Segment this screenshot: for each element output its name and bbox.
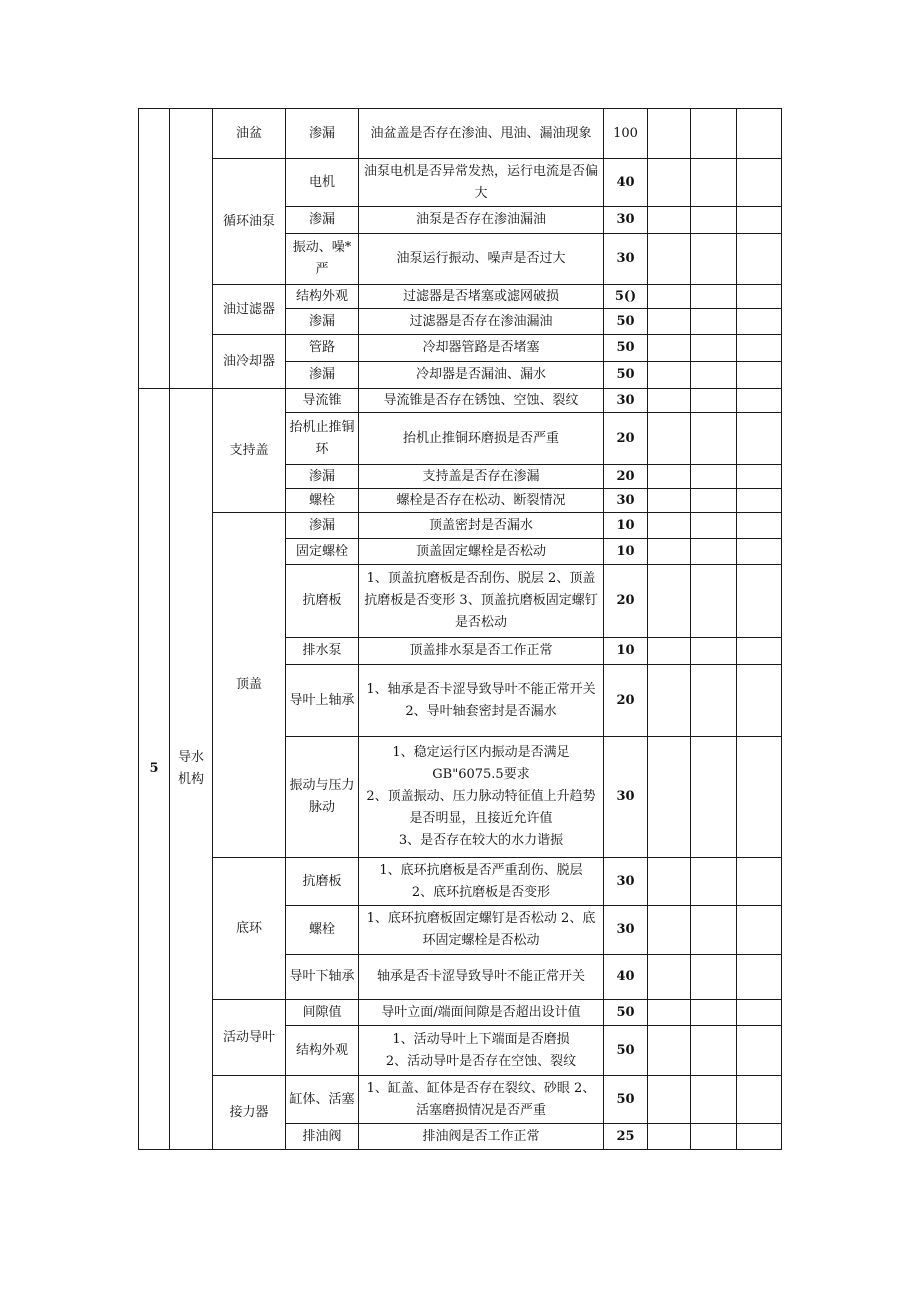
inspection-content-line: 1、稳定运行区内振动是否满足GB"6075.5要求 xyxy=(392,745,570,782)
blank-cell xyxy=(737,489,782,513)
inspection-content-cell xyxy=(359,465,604,489)
part-cell: 渗漏 xyxy=(286,309,359,335)
part-cell: 缸体、活塞 xyxy=(286,1076,359,1124)
score-cell: 10 xyxy=(604,638,648,665)
blank-cell xyxy=(691,665,737,737)
blank-cell xyxy=(737,955,782,1000)
component-name-cell: 底环 xyxy=(213,858,286,1000)
blank-cell xyxy=(691,413,737,465)
blank-cell xyxy=(648,207,691,234)
table-row xyxy=(139,1000,782,1026)
inspection-content-line: 1、轴承是否卡涩导致导叶不能正常开关 xyxy=(366,681,596,697)
table-row xyxy=(139,159,782,207)
score-cell: 30 xyxy=(604,489,648,513)
score-cell: 10 xyxy=(604,513,648,539)
blank-cell xyxy=(648,1076,691,1124)
inspection-content-cell xyxy=(359,565,604,638)
component-name-cell: 油冷却器 xyxy=(213,335,286,389)
inspection-content-cell xyxy=(359,737,604,858)
score-cell: 20 xyxy=(604,565,648,638)
part-cell: 螺栓 xyxy=(286,906,359,955)
blank-cell xyxy=(648,665,691,737)
inspection-content-line: 顶盖密封是否漏水 xyxy=(428,517,533,533)
inspection-content-line: 油泵电机是否异常发热，运行电流是否偏大 xyxy=(363,163,598,201)
inspection-content-cell xyxy=(359,413,604,465)
score-cell: 30 xyxy=(604,389,648,413)
score-cell: 50 xyxy=(604,335,648,362)
blank-cell xyxy=(691,159,737,207)
blank-cell xyxy=(648,1000,691,1026)
part-cell: 螺栓 xyxy=(286,489,359,513)
blank-cell xyxy=(691,1026,737,1076)
blank-cell xyxy=(648,465,691,489)
blank-cell xyxy=(691,638,737,665)
blank-cell xyxy=(737,389,782,413)
group-index-cell xyxy=(139,109,170,389)
inspection-content-line: 2、活动导叶是否存在空蚀、裂纹 xyxy=(385,1053,577,1069)
blank-cell xyxy=(737,285,782,309)
inspection-content-line: 支持盖是否存在渗漏 xyxy=(422,468,540,484)
part-cell: 渗漏 xyxy=(286,465,359,489)
inspection-content-cell xyxy=(359,207,604,234)
score-cell: 50 xyxy=(604,309,648,335)
inspection-content-line: 冷却器管路是否堵塞 xyxy=(422,340,540,355)
inspection-content-line: 1、活动导叶上下端面是否磨损 xyxy=(392,1031,570,1047)
part-cell: 振动与压力脉动 xyxy=(286,737,359,858)
blank-cell xyxy=(648,513,691,539)
score-cell: 20 xyxy=(604,465,648,489)
inspection-content-cell xyxy=(359,159,604,207)
blank-cell xyxy=(737,309,782,335)
blank-cell xyxy=(648,335,691,362)
part-cell: 抗磨板 xyxy=(286,858,359,906)
score-cell: 50 xyxy=(604,1026,648,1076)
part-cell: 管路 xyxy=(286,335,359,362)
blank-cell xyxy=(648,638,691,665)
inspection-content-cell xyxy=(359,858,604,906)
part-cell: 渗漏 xyxy=(286,109,359,159)
part-cell: 排水泵 xyxy=(286,638,359,665)
part-cell: 间隙值 xyxy=(286,1000,359,1026)
score-cell: 50 xyxy=(604,1076,648,1124)
inspection-content-line: 抬机止推铜环磨损是否严重 xyxy=(402,430,559,446)
group-index-cell: 5 xyxy=(139,389,170,1150)
blank-cell xyxy=(648,362,691,389)
blank-cell xyxy=(648,737,691,858)
inspection-content-line: 导叶立面/端面间隙是否超出设计值 xyxy=(381,1004,581,1020)
blank-cell xyxy=(648,489,691,513)
blank-cell xyxy=(648,906,691,955)
blank-cell xyxy=(691,955,737,1000)
system-name-cell xyxy=(170,109,213,389)
score-cell: 5() xyxy=(604,285,648,309)
component-name-cell: 循环油泵 xyxy=(213,159,286,285)
table-row xyxy=(139,389,782,413)
blank-cell xyxy=(737,858,782,906)
part-cell: 结构外观 xyxy=(286,285,359,309)
part-cell: 导流锥 xyxy=(286,389,359,413)
blank-cell xyxy=(691,489,737,513)
blank-cell xyxy=(737,159,782,207)
table-row xyxy=(139,513,782,539)
table-row xyxy=(139,1076,782,1124)
score-cell: 40 xyxy=(604,955,648,1000)
score-cell: 10 xyxy=(604,539,648,565)
inspection-content-line: 油泵运行振动、噪声是否过大 xyxy=(396,251,566,266)
blank-cell xyxy=(648,234,691,285)
inspection-content-cell xyxy=(359,665,604,737)
score-cell: 20 xyxy=(604,413,648,465)
blank-cell xyxy=(737,1026,782,1076)
blank-cell xyxy=(737,234,782,285)
blank-cell xyxy=(737,465,782,489)
blank-cell xyxy=(691,737,737,858)
inspection-content-line: 冷却器是否漏油、漏水 xyxy=(415,367,546,382)
inspection-content-line: 3、是否存在较大的水力谐振 xyxy=(398,833,564,848)
blank-cell xyxy=(648,309,691,335)
inspection-content-line: 导流锥是否存在锈蚀、空蚀、裂纹 xyxy=(383,392,579,408)
part-cell: 振动、噪*严 xyxy=(286,234,359,285)
inspection-content-cell xyxy=(359,489,604,513)
inspection-table xyxy=(138,108,782,1150)
blank-cell xyxy=(648,1124,691,1150)
blank-cell xyxy=(737,565,782,638)
blank-cell xyxy=(737,207,782,234)
blank-cell xyxy=(648,955,691,1000)
blank-cell xyxy=(737,665,782,737)
inspection-content-line: 2、底环抗磨板是否变形 xyxy=(411,884,551,900)
blank-cell xyxy=(737,109,782,159)
inspection-content-line: 过滤器是否存在渗油漏油 xyxy=(409,313,553,329)
score-cell: 50 xyxy=(604,362,648,389)
blank-cell xyxy=(691,335,737,362)
inspection-content-cell xyxy=(359,234,604,285)
score-cell: 100 xyxy=(604,109,648,159)
blank-cell xyxy=(648,413,691,465)
component-name-cell: 活动导叶 xyxy=(213,1000,286,1076)
score-cell: 40 xyxy=(604,159,648,207)
inspection-content-cell xyxy=(359,513,604,539)
blank-cell xyxy=(648,285,691,309)
part-cell: 结构外观 xyxy=(286,1026,359,1076)
blank-cell xyxy=(691,207,737,234)
blank-cell xyxy=(691,539,737,565)
score-cell: 25 xyxy=(604,1124,648,1150)
inspection-content-cell xyxy=(359,109,604,159)
part-cell: 抗磨板 xyxy=(286,565,359,638)
blank-cell xyxy=(737,737,782,858)
blank-cell xyxy=(648,109,691,159)
blank-cell xyxy=(648,1026,691,1076)
blank-cell xyxy=(648,389,691,413)
blank-cell xyxy=(737,539,782,565)
inspection-content-cell xyxy=(359,1124,604,1150)
inspection-content-line: 1、缸盖、缸体是否存在裂纹、砂眼 2、活塞磨损情况是否严重 xyxy=(366,1080,596,1118)
part-cell: 渗漏 xyxy=(286,362,359,389)
blank-cell xyxy=(691,858,737,906)
inspection-content-line: 油泵是否存在渗油漏油 xyxy=(415,212,546,227)
component-name-cell: 支持盖 xyxy=(213,389,286,513)
blank-cell xyxy=(691,906,737,955)
inspection-content-cell xyxy=(359,1000,604,1026)
score-cell: 20 xyxy=(604,665,648,737)
blank-cell xyxy=(737,513,782,539)
blank-cell xyxy=(648,565,691,638)
part-cell: 电机 xyxy=(286,159,359,207)
component-name-cell: 油过滤器 xyxy=(213,285,286,335)
inspection-content-line: 顶盖排水泵是否工作正常 xyxy=(409,643,553,658)
inspection-content-line: 顶盖固定螺栓是否松动 xyxy=(415,543,546,559)
inspection-content-line: 2、导叶轴套密封是否漏水 xyxy=(405,703,557,719)
blank-cell xyxy=(691,465,737,489)
inspection-content-cell xyxy=(359,285,604,309)
score-cell: 30 xyxy=(604,737,648,858)
score-cell: 30 xyxy=(604,906,648,955)
table-row xyxy=(139,335,782,362)
part-cell: 抬机止推铜环 xyxy=(286,413,359,465)
blank-cell xyxy=(691,362,737,389)
inspection-content-line: 轴承是否卡涩导致导叶不能正常开关 xyxy=(376,969,585,984)
inspection-content-line: 排油阀是否工作正常 xyxy=(422,1128,540,1144)
inspection-content-line: 螺栓是否存在松动、断裂情况 xyxy=(396,492,566,508)
inspection-content-cell xyxy=(359,539,604,565)
inspection-content-line: 1、底环抗磨板固定螺钉是否松动 2、底环固定螺栓是否松动 xyxy=(366,911,596,948)
inspection-content-line: 2、顶盖振动、压力脉动特征值上升趋势是否明显，且接近允许值 xyxy=(366,789,596,826)
inspection-content-cell xyxy=(359,389,604,413)
score-cell: 50 xyxy=(604,1000,648,1026)
part-cell: 渗漏 xyxy=(286,513,359,539)
inspection-content-cell xyxy=(359,335,604,362)
table-row xyxy=(139,285,782,309)
blank-cell xyxy=(648,159,691,207)
part-cell: 导叶下轴承 xyxy=(286,955,359,1000)
blank-cell xyxy=(648,539,691,565)
blank-cell xyxy=(691,389,737,413)
blank-cell xyxy=(691,109,737,159)
system-name-cell: 导水机构 xyxy=(170,389,213,1150)
blank-cell xyxy=(737,1076,782,1124)
score-cell: 30 xyxy=(604,234,648,285)
blank-cell xyxy=(691,234,737,285)
blank-cell xyxy=(691,1076,737,1124)
score-cell: 30 xyxy=(604,858,648,906)
inspection-content-cell xyxy=(359,906,604,955)
inspection-content-cell xyxy=(359,1026,604,1076)
inspection-content-line: 油盆盖是否存在渗油、甩油、漏油现象 xyxy=(370,125,592,141)
part-cell: 排油阀 xyxy=(286,1124,359,1150)
blank-cell xyxy=(737,1124,782,1150)
part-cell: 渗漏 xyxy=(286,207,359,234)
component-name-cell: 油盆 xyxy=(213,109,286,159)
blank-cell xyxy=(691,1124,737,1150)
blank-cell xyxy=(737,362,782,389)
part-cell: 固定螺栓 xyxy=(286,539,359,565)
table-row xyxy=(139,109,782,159)
blank-cell xyxy=(737,413,782,465)
inspection-content-line: 过滤器是否堵塞或滤网破损 xyxy=(402,288,559,304)
blank-cell xyxy=(691,1000,737,1026)
inspection-content-cell xyxy=(359,955,604,1000)
blank-cell xyxy=(737,638,782,665)
blank-cell xyxy=(737,335,782,362)
inspection-content-cell xyxy=(359,1076,604,1124)
blank-cell xyxy=(691,565,737,638)
inspection-content-line: 1、底环抗磨板是否严重刮伤、脱层 xyxy=(379,862,583,878)
blank-cell xyxy=(691,285,737,309)
inspection-content-cell xyxy=(359,638,604,665)
component-name-cell: 接力器 xyxy=(213,1076,286,1150)
part-cell: 导叶上轴承 xyxy=(286,665,359,737)
blank-cell xyxy=(691,309,737,335)
inspection-content-cell xyxy=(359,362,604,389)
inspection-content-cell xyxy=(359,309,604,335)
blank-cell xyxy=(737,906,782,955)
inspection-content-line: 1、顶盖抗磨板是否刮伤、脱层 2、顶盖抗磨板是否变形 3、顶盖抗磨板固定螺钉是否松动 xyxy=(364,571,598,630)
score-cell: 30 xyxy=(604,207,648,234)
table-row xyxy=(139,858,782,906)
blank-cell xyxy=(737,1000,782,1026)
blank-cell xyxy=(691,513,737,539)
blank-cell xyxy=(648,858,691,906)
component-name-cell: 顶盖 xyxy=(213,513,286,858)
